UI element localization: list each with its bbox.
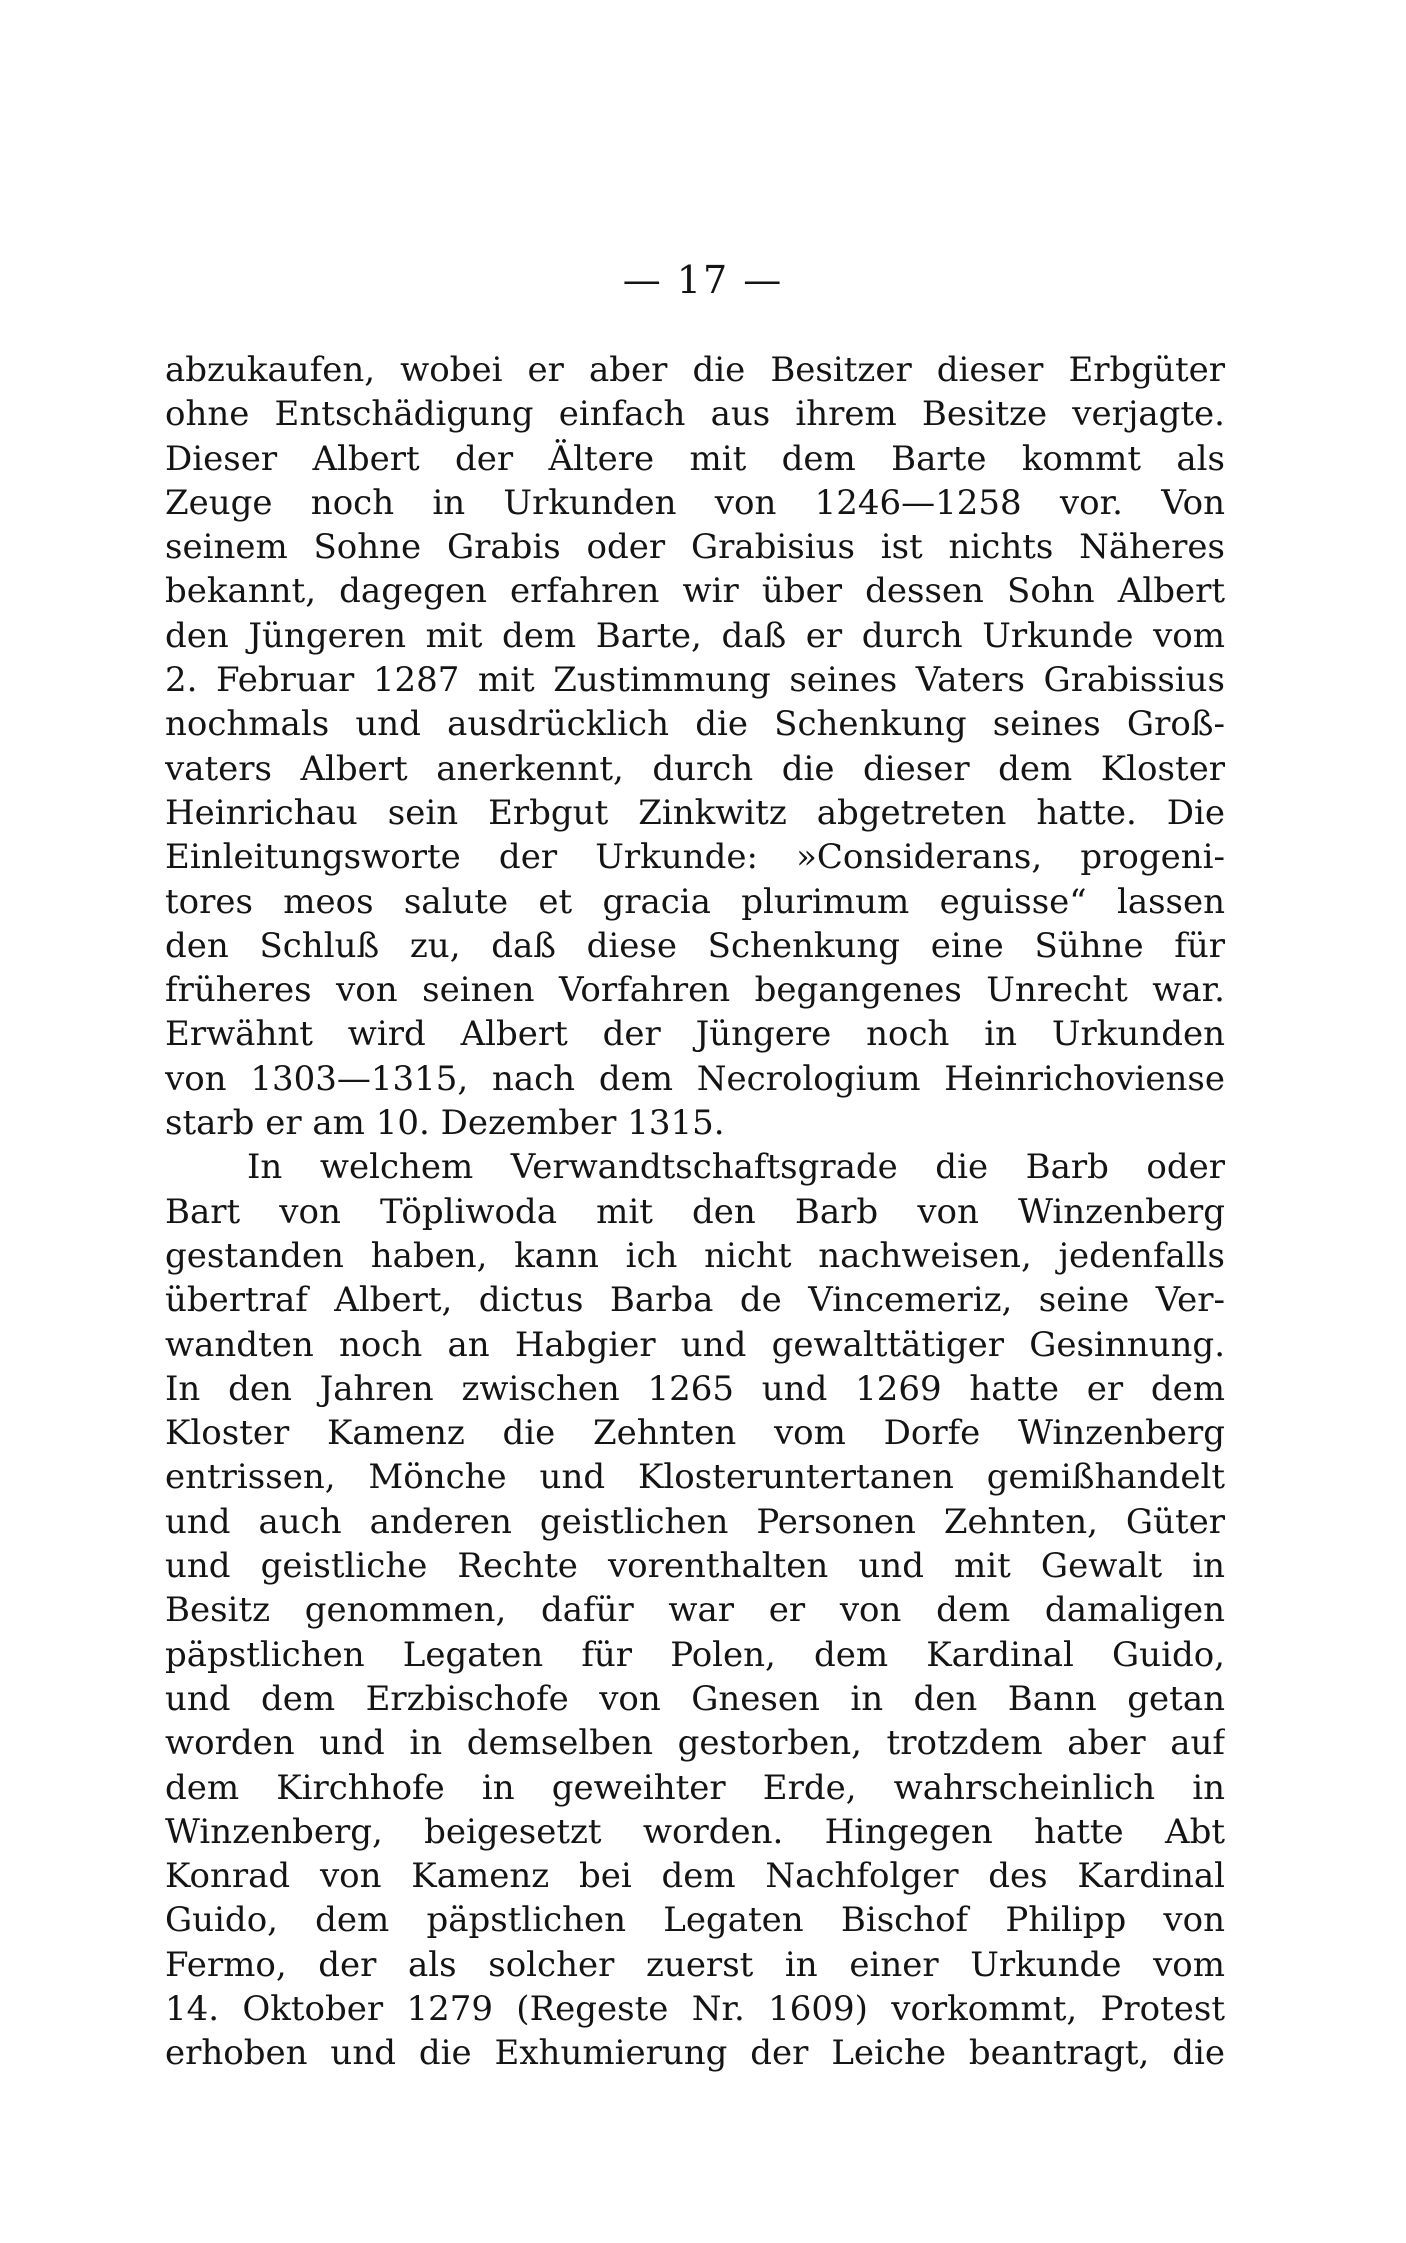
text-line: Besitz genommen, dafür war er von dem damaligen (165, 1590, 1225, 1631)
text-line: päpstlichen Legaten für Polen, dem Kardinal Guido, (165, 1634, 1225, 1675)
text-line: wandten noch an Habgier und gewalttätiger Gesinnung. (165, 1324, 1225, 1365)
text-line: 2. Februar 1287 mit Zustimmung seines Vaters Grabissius (165, 660, 1225, 701)
page-number: — 17 — (622, 258, 784, 302)
text-line: dem Kirchhofe in geweihter Erde, wahrscheinlich in (165, 1767, 1225, 1808)
text-line: entrissen, Mönche und Klosteruntertanen gemißhandelt (165, 1457, 1225, 1498)
text-line: Bart von Töpliwoda mit den Barb von Winzenberg (165, 1191, 1225, 1232)
text-line: Fermo, der als solcher zuerst in einer Urkunde vom (165, 1944, 1225, 1985)
text-line: früheres von seinen Vorfahren begangenes Unrecht war. (165, 970, 1225, 1011)
text-line: und geistliche Rechte vorenthalten und mit Gewalt in (165, 1546, 1225, 1587)
paragraph-end-line: starb er am 10. Dezember 1315. (165, 1103, 725, 1144)
text-line: Konrad von Kamenz bei dem Nachfolger des Kardinal (165, 1856, 1225, 1897)
text-line: In den Jahren zwischen 1265 und 1269 hatte er dem (165, 1368, 1225, 1409)
text-line: Kloster Kamenz die Zehnten vom Dorfe Winzenberg (165, 1413, 1225, 1454)
text-line: 14. Oktober 1279 (Regeste Nr. 1609) vorkommt, Protest (165, 1988, 1225, 2029)
text-line: gestanden haben, kann ich nicht nachweisen, jedenfalls (165, 1235, 1225, 1276)
text-line: übertraf Albert, dictus Barba de Vincemeriz, seine Ver- (165, 1280, 1225, 1321)
text-line: ohne Entschädigung einfach aus ihrem Besitze verjagte. (165, 394, 1225, 435)
text-line: von 1303—1315, nach dem Necrologium Heinrichoviense (165, 1058, 1225, 1099)
text-line: bekannt, dagegen erfahren wir über dessen Sohn Albert (165, 571, 1225, 612)
text-line: den Schluß zu, daß diese Schenkung eine Sühne für (165, 925, 1225, 966)
text-line: Einleitungsworte der Urkunde: »Considerans, progeni- (165, 837, 1225, 878)
text-line: abzukaufen, wobei er aber die Besitzer dieser Erbgüter (165, 350, 1225, 390)
text-line: worden und in demselben gestorben, trotzdem aber auf (165, 1723, 1225, 1764)
text-line: Heinrichau sein Erbgut Zinkwitz abgetreten hatte. Die (165, 792, 1225, 833)
text-line: nochmals und ausdrücklich die Schenkung seines Groß- (165, 704, 1225, 745)
text-line: Zeuge noch in Urkunden von 1246—1258 vor. Von (165, 482, 1225, 523)
text-line: und auch anderen geistlichen Personen Zehnten, Güter (165, 1501, 1225, 1542)
body-text (165, 348, 1225, 2076)
text-line: Dieser Albert der Ältere mit dem Barte kommt als (165, 438, 1225, 479)
paragraph-start-line: In welchem Verwandtschaftsgrade die Barb oder (247, 1147, 1225, 1188)
text-line: Guido, dem päpstlichen Legaten Bischof Philipp von (165, 1900, 1225, 1941)
text-line: tores meos salute et gracia plurimum eguisse“ lassen (165, 881, 1225, 922)
text-line: vaters Albert anerkennt, durch die dieser dem Kloster (165, 748, 1225, 789)
text-line: seinem Sohne Grabis oder Grabisius ist nichts Näheres (165, 527, 1225, 568)
text-line: den Jüngeren mit dem Barte, daß er durch Urkunde vom (165, 615, 1225, 656)
text-line: und dem Erzbischofe von Gnesen in den Bann getan (165, 1678, 1225, 1719)
text-line: erhoben und die Exhumierung der Leiche beantragt, die (165, 2033, 1225, 2074)
text-line: Winzenberg, beigesetzt worden. Hingegen hatte Abt (165, 1811, 1225, 1852)
text-line: Erwähnt wird Albert der Jüngere noch in Urkunden (165, 1014, 1225, 1055)
